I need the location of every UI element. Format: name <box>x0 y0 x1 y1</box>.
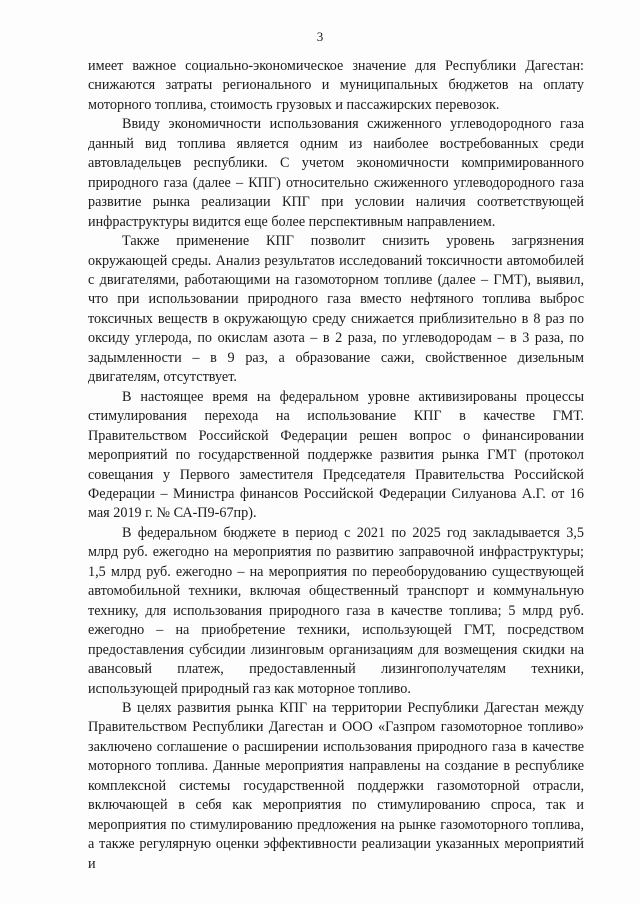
paragraph-lng-economy: Ввиду экономичности использования сжиженного углеводородного газа данный вид топлива является одним из наиболее востребованных среди автовладельцев республики. С учетом экономичности компримированного природного газа (далее – КПГ) относительно сжиженного углеводородного газа развитие рынка реализации КПГ при условии наличия соответствующей инфраструктуры видится еще более перспективным направлением. <box>88 116 584 230</box>
paragraph-agreement: В целях развития рынка КПГ на территории Республики Дагестан между Правительством Республики Дагестан и ООО «Газпром газомоторное топливо» заключено соглашение о расширении использования природного газа в качестве моторного топлива. Данные мероприятия направлены на создание в республике комплексной системы государственной поддержки газомоторной отрасли, включающей в себя как мероприятия по стимулированию спроса, так и мероприятия по стимулированию предложения на рынке газомоторного топлива, а также регулярную оценки эффективности реализации указанных мероприятий и <box>88 699 584 872</box>
document-body <box>88 57 584 874</box>
paragraph-environment: Также применение КПГ позволит снизить уровень загрязнения окружающей среды. Анализ результатов исследований токсичности автомобилей с двигателями, работающими на газомоторном топливе (далее – ГМТ), выявил, что при использовании природного газа вместо нефтяного топлива выброс токсичных веществ в окружающую среду снижается приблизительно в 8 раз по оксиду углерода, по окислам азота – в 2 раза, по углеводородам – в 3 раза, по задымленности – в 9 раз, а образование сажи, свойственное дизельным двигателям, отсутствует. <box>88 233 584 386</box>
paragraph-federal-budget: В федеральном бюджете в период с 2021 по 2025 год закладывается 3,5 млрд руб. ежегодно на мероприятия по развитию заправочной инфраструктуры; 1,5 млрд руб. ежегодно – на мероприятия по переоборудованию существующей автомобильной техники, включая общественный транспорт и коммунальную технику, для использования природного газа в качестве топлива; 5 млрд руб. ежегодно – на приобретение техники, использующей ГМТ, посредством предоставления субсидии лизинговым организациям для возмещения скидки на авансовый платеж, предоставленный лизингополучателям техники, использующей природный газ как моторное топливо. <box>88 524 584 697</box>
paragraph-federal-level: В настоящее время на федеральном уровне активизированы процессы стимулирования перехода на использование КПГ в качестве ГМТ. Правительством Российской Федерации решен вопрос о финансировании мероприятий по государственной поддержке развития рынка ГМТ (протокол совещания у Первого заместителя Председателя Правительства Российской Федерации – Министра финансов Российской Федерации Силуанова А.Г. от 16 мая 2019 г. № СА-П9-67пр). <box>88 388 584 522</box>
page-number: 3 <box>316 29 324 44</box>
paragraph-continuation: имеет важное социально-экономическое значение для Республики Дагестан: снижаются затраты регионального и муниципальных бюджетов на оплату моторного топлива, стоимость грузовых и пассажирских перевозок. <box>88 58 584 113</box>
